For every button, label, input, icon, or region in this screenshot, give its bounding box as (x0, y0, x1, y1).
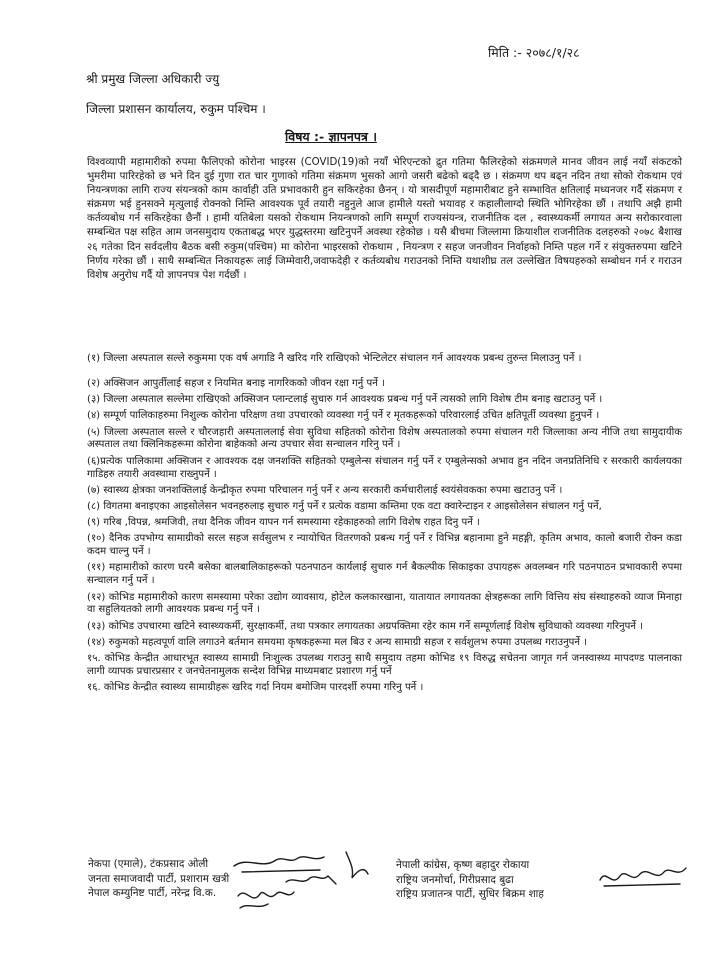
signatories-left: नेकपा (एमाले), टंकप्रसाद ओली जनता समाजवादी पार्टी, प्रशाराम खत्री नेपाल कम्युनिष्ट पार्टी, नरेन्द्र वि.क. (88, 858, 230, 899)
demand-item: (६)प्रत्येक पालिकामा अक्सिजन र आवश्यक दक्ष जनशक्ति सहितको एम्बुलेन्स संचालन गर्नु पर्ने र एम्बुलेन्सको अभाव हुन नदिन जनप्रतिनिधि र सरकारी कार्यलयका गाडिहरु तयारी अवस्थामा राख्नुपर्ने । (87, 455, 682, 480)
demand-item: (१०) दैनिक उपभोग्य सामाग्रीको सरल सहज सर्वसुलभ र न्यायोचित वितरणको प्रबन्ध गर्नु पर्ने र विभिन्न बहानामा हुने महङ्गी, कृतिम अभाव, कालो बजारी रोक्न कडा कदम चाल्नु पर्ने । (87, 533, 682, 558)
demand-item: (३) जिल्ला अस्पताल सल्लेमा राखिएको अक्सिजन प्लान्टलाई सुचारु गर्न आवश्यक प्रबन्ध गर्नु पर्ने त्यसको लागि विशेष टीम बनाइ खटाउनु पर्ने । (87, 394, 603, 406)
subject-heading: विषय :- ज्ञापनपत्र । (285, 129, 377, 144)
demand-item: (९) गरिब ,विपन्न, श्रमजिवी, तथा दैनिक जीवन यापन गर्न समस्यामा रहेकाहरुको लागि विशेष राहत दिनु पर्ने । (87, 517, 480, 529)
signatories-right: नेपाली कांग्रेस, कृष्ण बहादुर रोकाया राष्ट्रिय जनमोर्चा, गिरीप्रसाद बुढा राष्ट्रिय प्रजातन्त्र पार्टी, सुधिर बिक्रम शाह (396, 859, 544, 900)
demand-item: (११) महामारीको कारण घरमै बसेका बालबालिकाहरूको पठनपाठन कार्यलाई सुचारु गर्न बैकल्पीक सिकाइका उपायहरू अवलम्बन गरि पठनपाठन प्रभावकारी रुपमा सन्चालन गर्नु पर्ने । (87, 562, 682, 587)
demand-item: (४) सम्पूर्ण पालिकाहरुमा निशुल्क कोरोना परिक्षण तथा उपचारको व्यवस्था गर्नु पर्ने र मृतकहरूको परिवारलाई उचित क्षतिपूर्ती व्यवस्था हुनुपर्ने । (87, 410, 600, 422)
demand-item: (१४) रुकुमको महत्वपूर्ण वालि लगाउने बर्तमान समयमा कृषकहरूमा मल बिउ र अन्य सामाग्री सहज र सर्वशुलभ रुपमा उपलब्ध गराउनुपर्ने । (87, 636, 588, 648)
addressee-title: श्री प्रमुख जिल्ला अधिकारी ज्यु (86, 72, 220, 86)
demand-item: (१) जिल्ला अस्पताल सल्ले रुकुममा एक वर्ष अगाडि नै खरिद गरि राखिएको भेन्टिलेटर संचालन गर्न आवश्यक प्रबन्ध तुरुन्त मिलाउनु पर्ने । (87, 353, 582, 364)
intro-paragraph: विश्वव्यापी महामारीको रुपमा फैलिएको कोरोना भाइरस (COVID(19)को नयाँ भेरिएन्टको द्रुत गतिमा फैलिरहेको संक्रमणले मानव जीवन लाई नयाँ संकटको भुमरीमा पारिरहेको छ भने दिन दुई गुणा रात चार गुणाको गतिमा संक्रमण भुसको आगो जसरी बढेको बढ्दै छ । संक्रमण थप बढ्न नदिन तथा सोको रोकथाम एवं नियन्त्रणका लागि राज्य संयन्त्रको काम कार्वाही उति प्रभावकारी हुन सकिरहेका छैनन् । यो त्रासदीपूर्ण महामारीबाट हुने सम्भावित क्षतिलाई मध्यनजर गर्दै संक्रमण र संक्रमण भई हुनसक्ने मृत्युलाई रोक्नको निम्ति आवश्यक पूर्व तयारी नहुनुले आज हामीले यस्तो भयावह र कहालीलाग्दो स्थिति भोगिरहेका छौं । तथापि अझै हामी कर्तव्यबोध गर्न सकिरहेका छैनौं । हामी यतिबेला यसको रोकथाम नियन्त्रणको लागि सम्पूर्ण राज्यसंयन्त्र, राजनीतिक दल , स्वास्थ्यकर्मी लगायत अन्य सरोकारवाला सम्बन्धित पक्ष सहित आम जनसमुदाय एकताबद्ध भएर युद्धस्तरमा खटिनुपर्ने अवस्था रहेकोछ । यसै बीचमा जिल्लामा क्रियाशील राजनीतिक दलहरुको २०७८ बैशाख २६ गतेका दिन सर्वदलीय बैठक बसी रुकुम(पश्चिम) मा कोरोना भाइरसको रोकथाम , नियन्त्रण र सहज जनजीवन निर्वाहको निम्ति पहल गर्ने र संयुक्तरुपमा खटिने निर्णय गरेका छौं । साथै सम्बन्धित निकायहरू लाई जिम्मेवारी,जवाफदेही र कर्तव्यबोध गराउनको निम्ति यथाशीघ्र तल उल्लेखित विषयहरुको सम्बोधन गर्न र गराउन विशेष अनुरोध गर्दै यो ज्ञापनपत्र पेश गर्दछौं । (87, 157, 682, 281)
demand-item: १६. कोभिड केन्द्रीत स्वास्थ्य सामाग्रीहरू खरिद गर्दा नियम बमोजिम पारदर्शी रुपमा गरिनु पर्ने । (87, 682, 424, 694)
demand-item: (५) जिल्ला अस्पताल सल्ले र चौरजहारी अस्पताललाई सेवा सुविधा सहितको कोरोना विशेष अस्पतालको रुपमा संचालन गरी जिल्लाका अन्य नीजि तथा सामुदायीक अस्पताल तथा क्लिनिकहरूमा कोरोना बाहेकको अन्य उपचार सेवा सन्चालन गरिनु पर्ने । (87, 426, 682, 451)
demand-item: (७) स्वास्थ्य क्षेत्रका जनशक्तिलाई केन्द्रीकृत रुपमा परिचालन गर्नु पर्ने र अन्य सरकारी कर्मचारीलाई स्वयंसेवकका रुपमा खटाउनु पर्ने । (87, 484, 563, 496)
demand-item: (१२) कोभिड महामारीको कारण समस्यामा परेका उद्योग व्यावसाय, होटेल कलकारखाना, यातायात लगायतका क्षेत्रहरूका लागि वित्तिय संघ संस्थाहरुको व्याज मिनाहा वा सहुलियतको लागी आवश्यक प्रबन्ध गर्नु पर्ने । (87, 591, 682, 616)
demand-item: (२) अक्सिजन आपुर्तीलाई सहज र नियमित बनाइ नागरिकको जीवन रक्षा गर्नु पर्ने । (87, 377, 385, 389)
demand-list (87, 353, 682, 698)
date-line: मिति :- २०७८/१/२८ (488, 45, 580, 60)
demand-item: (८) विगतमा बनाइएका आइसोलेसन भवनहरुलाइ सुचारु गर्नु पर्ने र प्रत्येक वडामा कम्तिमा एक वटा क्वारेन्टाइन र आइसोलेसन संचालन गर्नु पर्ने, (87, 500, 602, 512)
addressee-office: जिल्ला प्रशासन कार्यालय, रुकुम पश्चिम । (86, 102, 266, 116)
demand-item: १५. कोभिड केन्द्रीत आधारभूत स्वास्थ्य सामाग्री निःशुल्क उपलब्ध गराउनु साथै समुदाय तहमा कोभिड १९ विरुद्ध सचेतना जागृत गर्न जनस्वास्थ्य मापदण्ड पालनाका लागी व्यापक प्रचारप्रसार र जनचेतनामुलक सन्देश विभिन्न माध्यमबाट प्रशारण गर्नु पर्ने (87, 653, 682, 677)
demand-item: (१३) कोभिड उपचारमा खटिने स्वास्थ्यकर्मी, सुरक्षाकर्मी, तथा पत्रकार लगायतका अग्रपक्तिमा रहेर काम गर्ने सम्पूर्णलाई विशेष सुविधाको व्यवस्था गरिनुपर्ने । (87, 620, 644, 632)
